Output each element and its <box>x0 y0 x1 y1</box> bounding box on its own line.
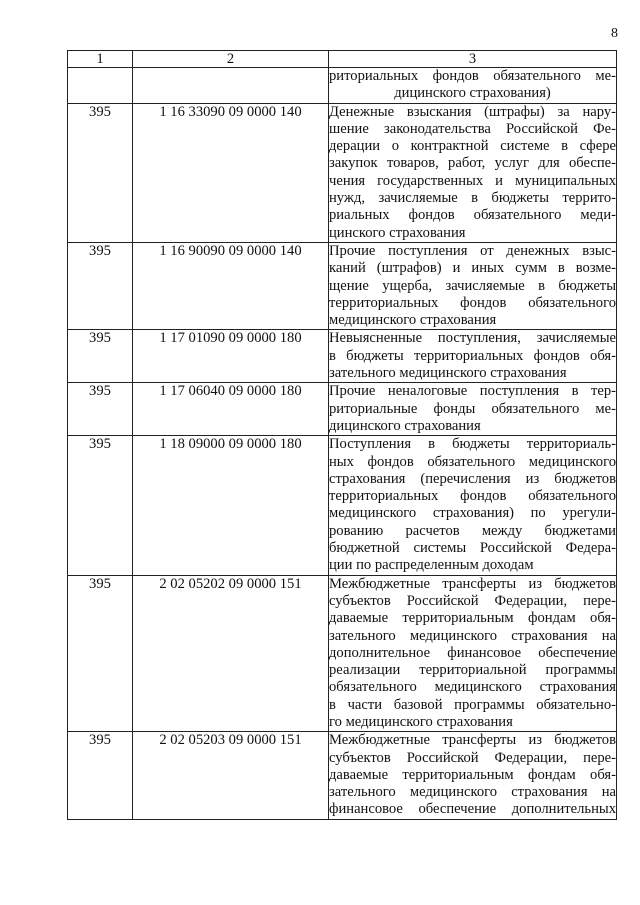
admin-code-cell: 395 <box>68 103 133 242</box>
admin-code-cell: 395 <box>68 242 133 329</box>
description-line: в части базовой программы обязательно- <box>329 696 616 713</box>
table-row <box>68 436 617 575</box>
description-line: реализации территориальной программы <box>329 662 616 679</box>
page-number: 8 <box>611 26 618 41</box>
description-line: чения государственных и муниципальных <box>329 172 616 189</box>
revenue-description-cell <box>329 732 617 819</box>
description-line: дицинского страхования <box>329 417 481 434</box>
revenue-description-cell <box>329 575 617 732</box>
revenue-description-cell <box>329 436 617 575</box>
description-line: цинского страхования <box>329 224 466 241</box>
admin-code-cell: 395 <box>68 436 133 575</box>
revenue-description-cell <box>329 103 617 242</box>
budget-classification-code-cell: 1 18 09000 09 0000 180 <box>133 436 329 575</box>
budget-classification-code-cell: 2 02 05202 09 0000 151 <box>133 575 329 732</box>
description-line: зательного медицинского страхования на <box>329 627 616 644</box>
description-line: Поступления в бюджеты территориаль- <box>329 436 616 453</box>
description-line: обязательного медицинского страхования <box>329 679 616 696</box>
admin-code-cell: 395 <box>68 383 133 436</box>
revenue-description-cell <box>329 330 617 383</box>
description-line: Невыясненные поступления, зачисляемые <box>329 330 616 347</box>
column-header: 1 <box>68 51 133 68</box>
description-line: субъектов Российской Федерации, пере- <box>329 749 616 766</box>
description-line: шение законодательства Российской Фе- <box>329 120 616 137</box>
description-line: зательного медицинского страхования на <box>329 784 616 801</box>
description-line: риториальные фонды обязательного ме- <box>329 400 616 417</box>
revenue-description-cell <box>329 242 617 329</box>
table-row <box>68 575 617 732</box>
description-line: дополнительное финансовое обеспечение <box>329 644 616 661</box>
table-row <box>68 383 617 436</box>
admin-code-cell: 395 <box>68 732 133 819</box>
description-line: территориальных фондов обязательного <box>329 294 616 311</box>
description-line: Прочие неналоговые поступления в тер- <box>329 383 616 400</box>
description-line: в бюджеты территориальных фондов обя- <box>329 347 616 364</box>
description-line: риториальных фондов обязательного ме- <box>329 68 616 84</box>
budget-codes-table <box>67 50 617 820</box>
description-line: медицинского страхования) по урегули- <box>329 505 616 522</box>
table-row <box>68 732 617 819</box>
description-line: даваемые территориальным фондам обя- <box>329 610 616 627</box>
table-row <box>68 103 617 242</box>
admin-code-cell: 395 <box>68 330 133 383</box>
description-line: рованию расчетов между бюджетами <box>329 522 616 539</box>
description-line: Межбюджетные трансферты из бюджетов <box>329 732 616 749</box>
description-line: даваемые территориальным фондам обя- <box>329 766 616 783</box>
description-line: финансовое обеспечение дополнительных <box>329 801 616 818</box>
description-line: субъектов Российской Федерации, пере- <box>329 592 616 609</box>
description-line: Межбюджетные трансферты из бюджетов <box>329 575 616 592</box>
budget-classification-code-cell: 2 02 05203 09 0000 151 <box>133 732 329 819</box>
admin-code-cell <box>68 68 133 104</box>
budget-classification-code-cell: 1 16 33090 09 0000 140 <box>133 103 329 242</box>
description-line: щение ущерба, зачисляемые в бюджеты <box>329 277 616 294</box>
table-row <box>68 242 617 329</box>
description-line: медицинского страхования <box>329 312 497 329</box>
description-line: дерации о контрактной системе в сфере <box>329 138 616 155</box>
description-line: риальных фондов обязательного меди- <box>329 207 616 224</box>
description-line: дицинского страхования) <box>394 85 551 102</box>
description-line: Прочие поступления от денежных взыс- <box>329 242 616 259</box>
description-line: Денежные взыскания (штрафы) за нару- <box>329 103 616 120</box>
description-line: каний (штрафов) и иных сумм в возме- <box>329 260 616 277</box>
description-line: нужд, зачисляемые в бюджеты террито- <box>329 190 616 207</box>
admin-code-cell: 395 <box>68 575 133 732</box>
description-line: бюджетной системы Российской Федера- <box>329 540 616 557</box>
description-line: го медицинского страхования <box>329 713 513 730</box>
column-header: 2 <box>133 51 329 68</box>
budget-classification-code-cell <box>133 68 329 104</box>
table-header-row <box>68 51 617 68</box>
description-line: закупок товаров, работ, услуг для обеспе- <box>329 155 616 172</box>
description-line: территориальных фондов обязательного <box>329 488 616 505</box>
description-line: ции по распределенным доходам <box>329 557 534 574</box>
table-row <box>68 330 617 383</box>
revenue-description-cell <box>329 68 617 104</box>
budget-classification-code-cell: 1 16 90090 09 0000 140 <box>133 242 329 329</box>
table-row <box>68 68 617 104</box>
revenue-description-cell <box>329 383 617 436</box>
budget-classification-code-cell: 1 17 06040 09 0000 180 <box>133 383 329 436</box>
budget-classification-code-cell: 1 17 01090 09 0000 180 <box>133 330 329 383</box>
column-header: 3 <box>329 51 617 68</box>
description-line: страхования (перечисления из бюджетов <box>329 470 616 487</box>
description-line: ных фондов обязательного медицинского <box>329 453 616 470</box>
description-line: зательного медицинского страхования <box>329 365 567 382</box>
